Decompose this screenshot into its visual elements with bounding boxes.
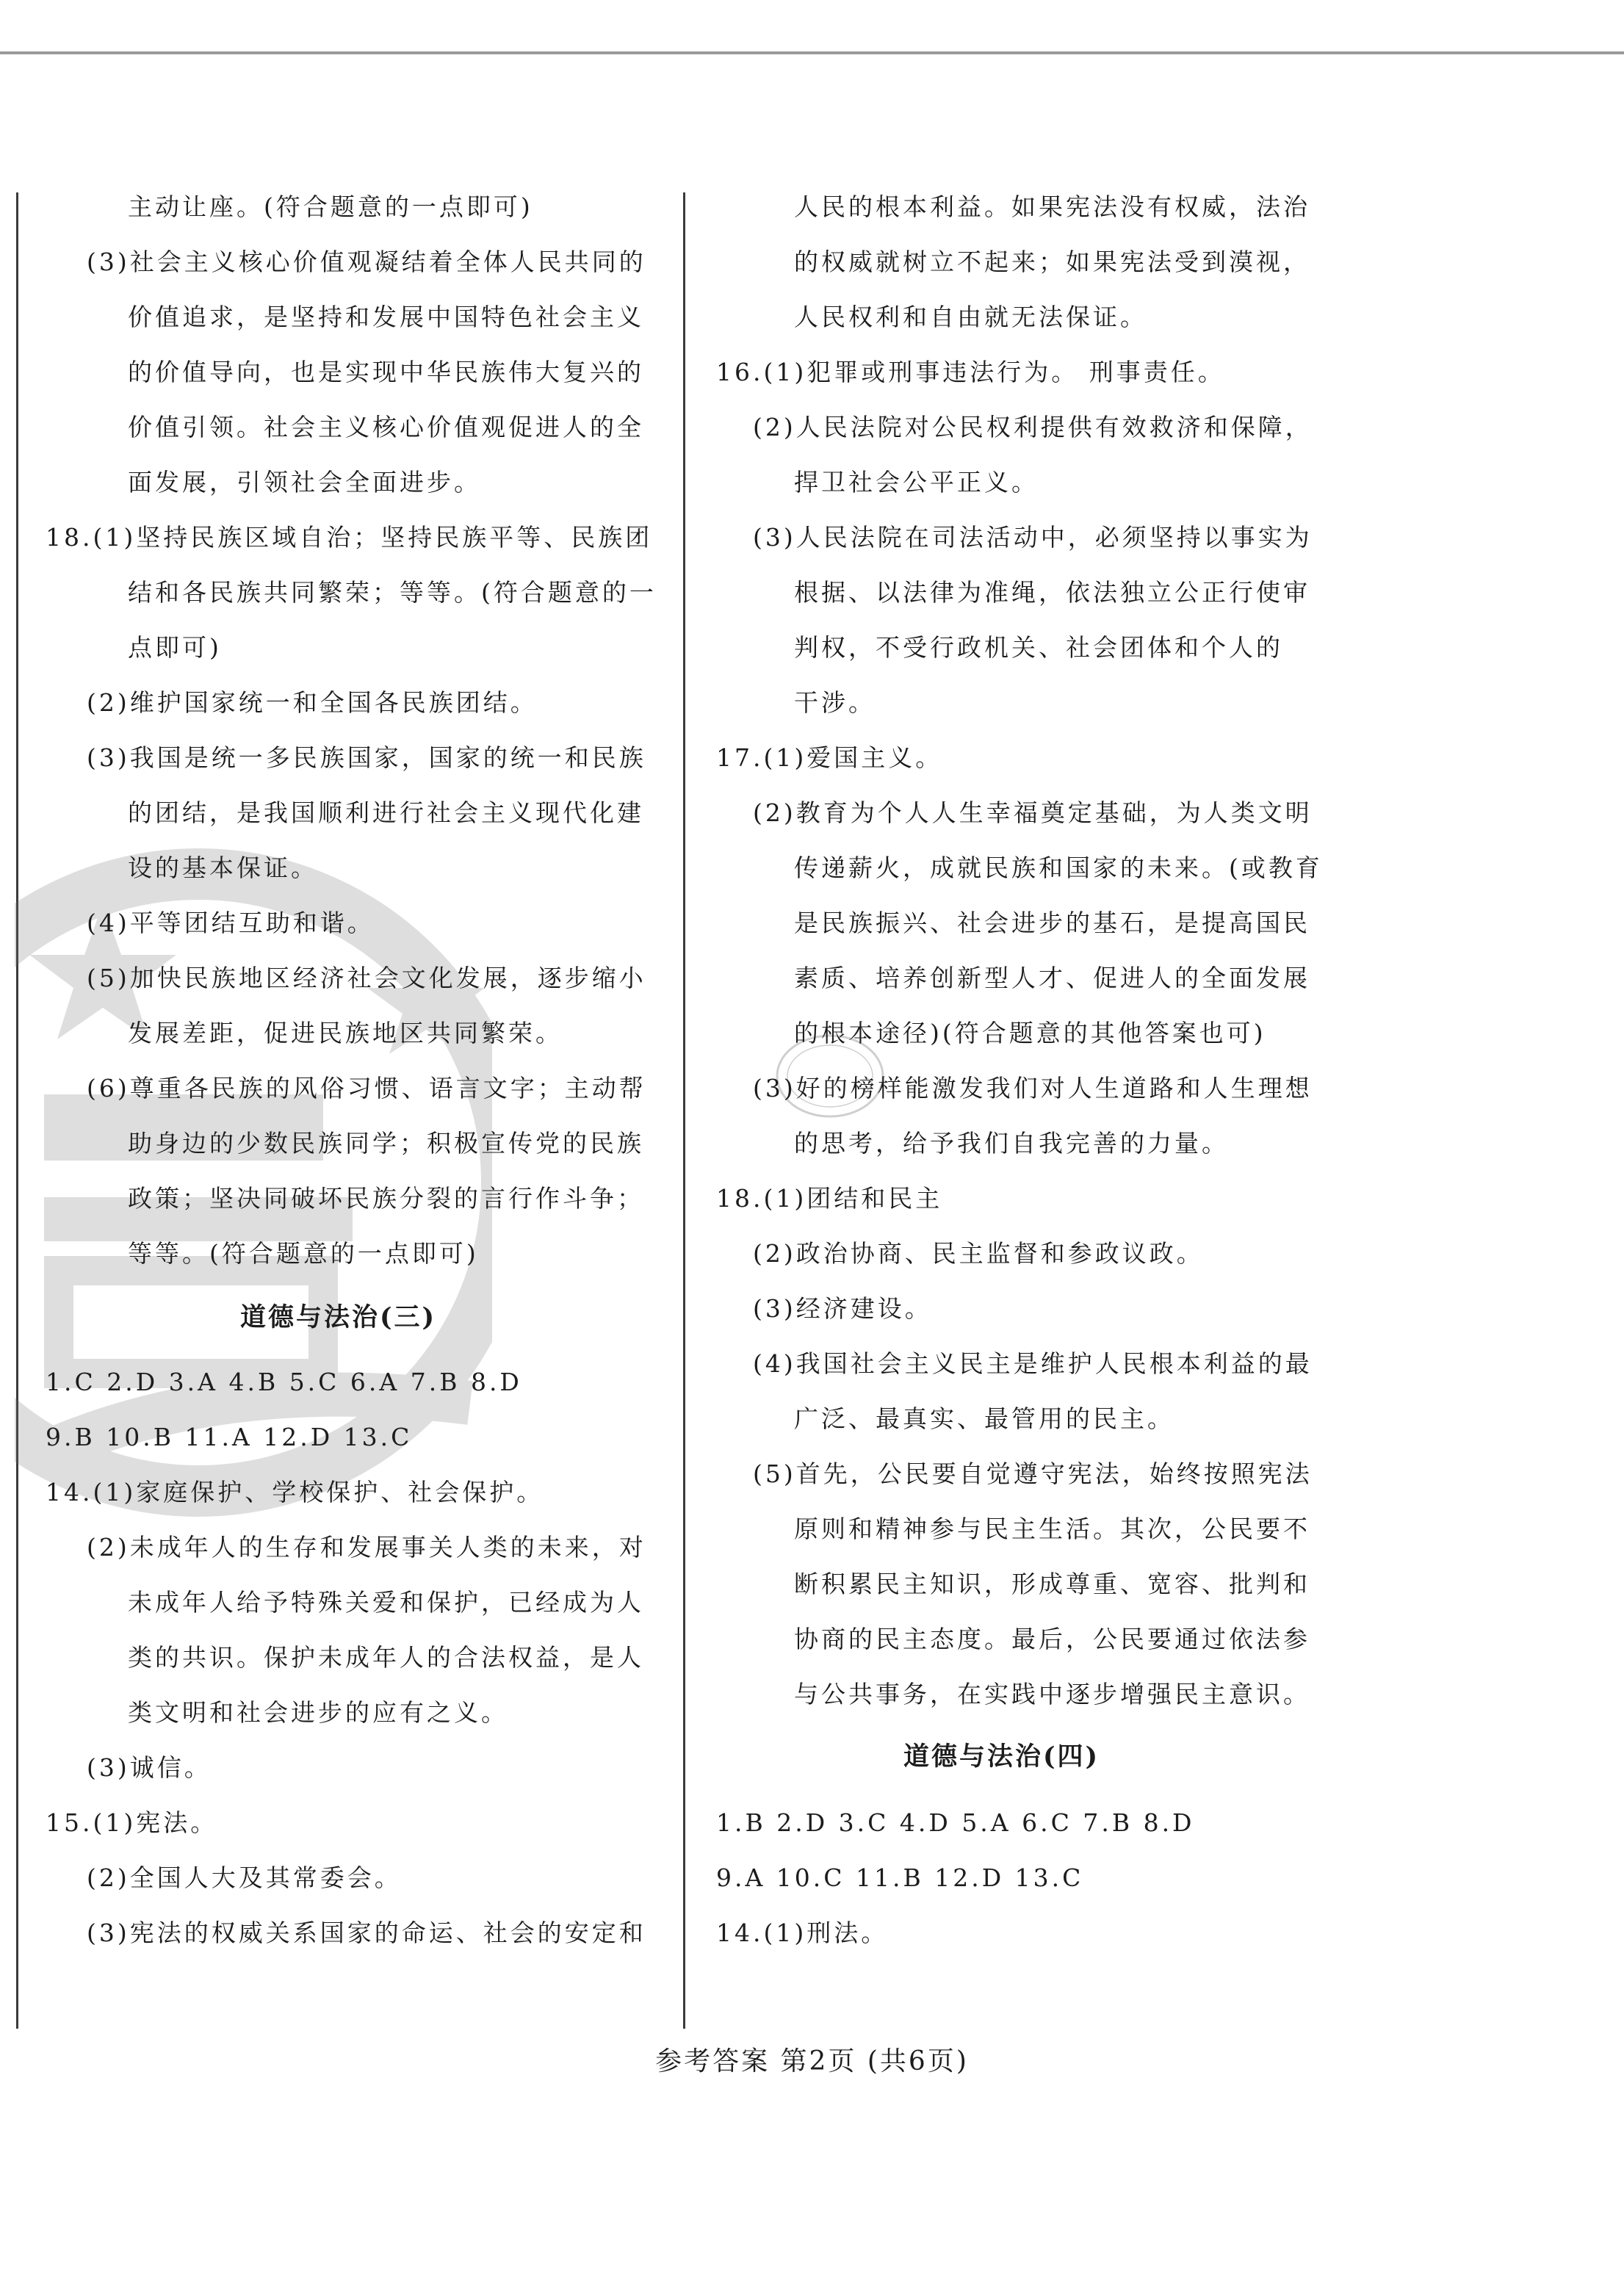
answer-line: 人民权利和自由就无法保证。 [794,303,1147,331]
answer-line: 9.A 10.C 11.B 12.D 13.C [716,1863,1084,1892]
answer-line: 1.C 2.D 3.A 4.B 5.C 6.A 7.B 8.D [46,1368,522,1396]
answer-line: (6)尊重各民族的风俗习惯、语言文字；主动帮 [87,1074,646,1102]
answer-line: 未成年人给予特殊关爱和保护，已经成为人 [128,1588,644,1617]
answer-line: 主动让座。(符合题意的一点即可) [128,192,533,221]
answer-line: (2)全国人大及其常委会。 [87,1863,402,1892]
answer-line: (3)人民法院在司法活动中，必须坚持以事实为 [753,523,1313,552]
answer-line: 的价值导向，也是实现中华民族伟大复兴的 [128,358,644,386]
answer-line: (2)维护国家统一和全国各民族团结。 [87,688,538,717]
answer-line: 传递薪火，成就民族和国家的未来。(或教育 [794,853,1323,882]
answer-line: (3)经济建设。 [753,1294,932,1323]
answer-line: 判权，不受行政机关、社会团体和个人的 [794,633,1283,662]
page-footer: 参考答案 第2页 (共6页) [655,2046,969,2076]
answer-line: 价值引领。社会主义核心价值观促进人的全 [128,413,644,441]
answer-line: 协商的民主态度。最后，公民要通过依法参 [794,1625,1310,1653]
answer-line: (5)加快民族地区经济社会文化发展，逐步缩小 [87,964,646,992]
answer-line: 类文明和社会进步的应有之义。 [128,1698,508,1727]
answer-line: 广泛、最真实、最管用的民主。 [794,1404,1174,1433]
answer-line: 面发展，引领社会全面进步。 [128,468,481,497]
answer-line: (3)社会主义核心价值观凝结着全体人民共同的 [87,248,646,276]
answer-line: 15.(1)宪法。 [46,1808,218,1837]
answer-line: (3)诚信。 [87,1753,212,1782]
answer-line: 与公共事务，在实践中逐步增强民主意识。 [794,1680,1310,1708]
answer-line: 的根本途径)(符合题意的其他答案也可) [794,1019,1266,1047]
answer-line: (2)教育为个人人生幸福奠定基础，为人类文明 [753,798,1313,827]
answer-line: 干涉。 [794,688,876,717]
answer-line: 点即可) [128,633,222,662]
answer-line: 断积累民主知识，形成尊重、宽容、批判和 [794,1570,1310,1598]
answer-line: 助身边的少数民族同学；积极宣传党的民族 [128,1129,644,1158]
answer-line: 的团结，是我国顺利进行社会主义现代化建 [128,798,644,827]
answer-line: 类的共识。保护未成年人的合法权益，是人 [128,1643,644,1672]
answer-line: 捍卫社会公平正义。 [794,468,1039,497]
left-margin-rule [16,192,18,2029]
top-rule [0,51,1624,54]
answer-line: 设的基本保证。 [128,853,318,882]
answer-line: 根据、以法律为准绳，依法独立公正行使审 [794,578,1310,607]
answer-line: 政策；坚决同破坏民族分裂的言行作斗争； [128,1184,644,1213]
answer-line: 价值追求，是坚持和发展中国特色社会主义 [128,303,644,331]
answer-line: (2)政治协商、民主监督和参政议政。 [753,1239,1204,1268]
answer-line: (3)宪法的权威关系国家的命运、社会的安定和 [87,1919,646,1947]
answer-line: 16.(1)犯罪或刑事违法行为。 刑事责任。 [716,358,1225,386]
answer-line: (5)首先，公民要自觉遵守宪法，始终按照宪法 [753,1459,1313,1488]
answer-line: 等等。(符合题意的一点即可) [128,1239,479,1268]
section-title: 道德与法治(三) [240,1302,437,1332]
answer-line: (4)我国社会主义民主是维护人民根本利益的最 [753,1349,1313,1378]
answer-line: (2)人民法院对公民权利提供有效救济和保障， [753,413,1313,441]
section-title: 道德与法治(四) [903,1741,1100,1772]
answer-line: 发展差距，促进民族地区共同繁荣。 [128,1019,563,1047]
answer-line: 18.(1)坚持民族区域自治；坚持民族平等、民族团 [46,523,653,552]
answer-line: 14.(1)家庭保护、学校保护、社会保护。 [46,1478,544,1506]
answer-line: (2)未成年人的生存和发展事关人类的未来，对 [87,1533,646,1562]
answer-line: 1.B 2.D 3.C 4.D 5.A 6.C 7.B 8.D [716,1808,1195,1837]
answer-line: 17.(1)爱国主义。 [716,743,943,772]
column-divider [683,192,685,2029]
answer-line: 的思考，给予我们自我完善的力量。 [794,1129,1229,1158]
answer-line: 的权威就树立不起来；如果宪法受到漠视， [794,248,1310,276]
answer-line: (3)好的榜样能激发我们对人生道路和人生理想 [753,1074,1313,1102]
answer-line: 素质、培养创新型人才、促进人的全面发展 [794,964,1310,992]
answer-line: (4)平等团结互助和谐。 [87,909,375,937]
answer-line: 18.(1)团结和民主 [716,1184,943,1213]
answer-line: (3)我国是统一多民族国家，国家的统一和民族 [87,743,646,772]
answer-line: 原则和精神参与民主生活。其次，公民要不 [794,1515,1310,1543]
answer-line: 是民族振兴、社会进步的基石，是提高国民 [794,909,1310,937]
answer-line: 人民的根本利益。如果宪法没有权威，法治 [794,192,1310,221]
answer-line: 结和各民族共同繁荣；等等。(符合题意的一 [128,578,657,607]
answer-line: 9.B 10.B 11.A 12.D 13.C [46,1423,413,1451]
answer-line: 14.(1)刑法。 [716,1919,889,1947]
